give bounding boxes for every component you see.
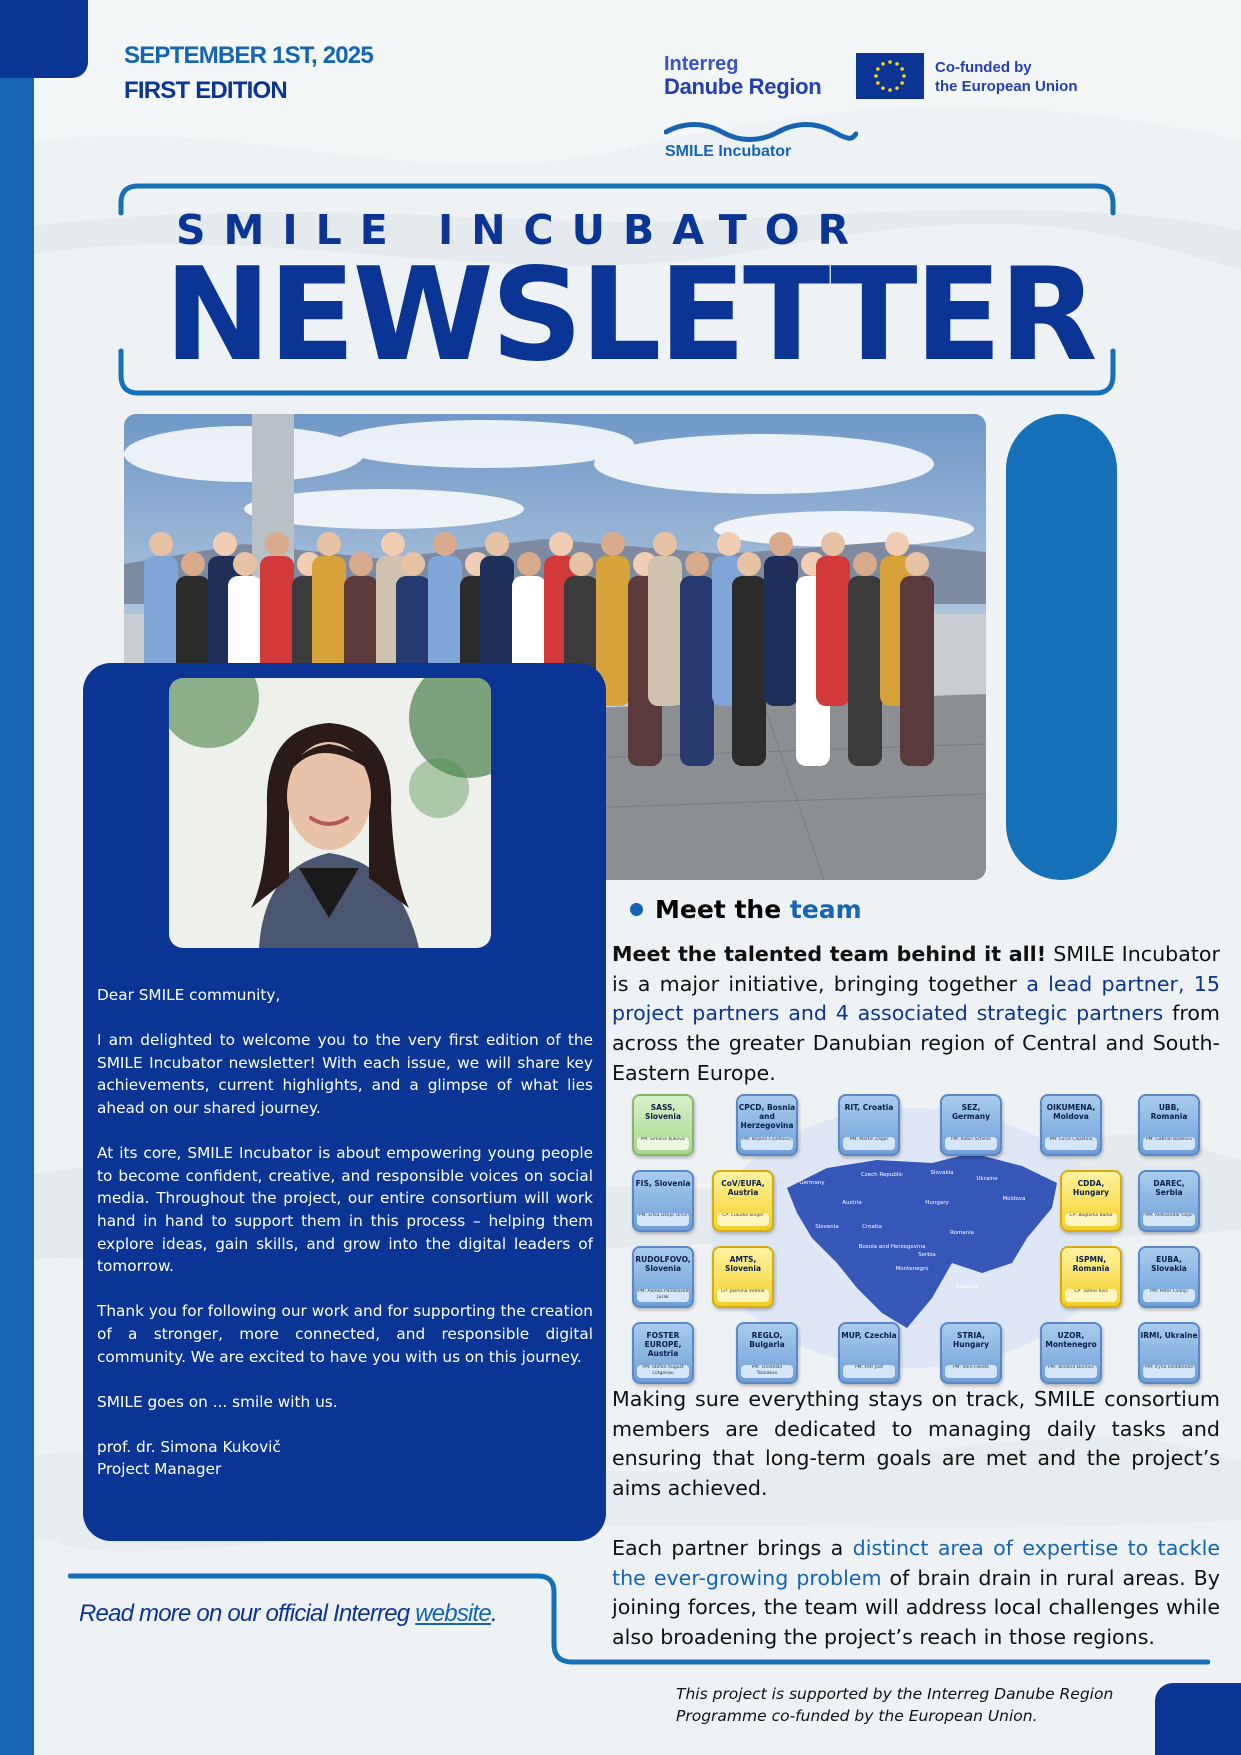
partner-contact: PM: Gabriel Badescu: [1143, 1137, 1195, 1150]
person-figure: [680, 576, 714, 766]
person-head: [905, 552, 929, 576]
partner-map-graphic: [612, 1088, 1206, 1384]
partner-card: [838, 1094, 900, 1156]
map-country-label: Czech Republic: [861, 1172, 903, 1178]
funding-note: [676, 1683, 1146, 1727]
letter-greeting: Dear SMILE community,: [97, 986, 281, 1004]
partner-name: UBB, Romania: [1150, 1103, 1188, 1121]
meet-p3-part-a: Each partner brings a: [612, 1536, 853, 1560]
meet-team-paragraph-2: Making sure everything stays on track, SMILE consortium members are dedicated to managing daily tasks and ensuring that long-term goals are met and the project’s aims achieved.: [612, 1387, 1220, 1501]
partner-contact: PM: Robin Schenk: [945, 1137, 997, 1150]
map-country-label: Romania: [949, 1230, 975, 1236]
partner-contact: PM: Stefan August Lütgenau: [637, 1365, 689, 1378]
partner-card: [1060, 1246, 1122, 1308]
meet-heading-plain: Meet the: [655, 895, 782, 924]
map-country-label: Slovakia: [930, 1170, 954, 1176]
signature-role: Project Manager: [97, 1460, 222, 1479]
partner-name: OIKUMENA, Moldova: [1046, 1103, 1096, 1121]
partner-name: FOSTER EUROPE, Austria: [644, 1331, 682, 1358]
person-head: [769, 532, 793, 556]
partner-name: AMTS, Slovenia: [724, 1255, 762, 1273]
interreg-logo-line1: Interreg: [664, 53, 739, 75]
map-country-label: Montenegro: [895, 1266, 929, 1272]
meet-p3-highlight: distinct area of expertise to tackle the ever-growing problem: [612, 1536, 1220, 1590]
partner-card: [736, 1322, 798, 1384]
person-head: [381, 532, 405, 556]
person-head: [517, 552, 541, 576]
issue-edition: FIRST EDITION: [124, 77, 287, 104]
funding-note-line2: Programme co-funded by the European Union.: [676, 1707, 1038, 1725]
person-head: [737, 552, 761, 576]
read-more-suffix: .: [490, 1600, 497, 1627]
partner-card: [632, 1322, 694, 1384]
letter-paragraph-1: I am delighted to welcome you to the very first edition of the SMILE Incubator newsletter! With each issue, we will share key achievements, current highlights, and a glimpse of what lies ahead on our shared journey.: [97, 1031, 593, 1117]
person-head: [821, 532, 845, 556]
partner-name: DAREC, Serbia: [1153, 1179, 1185, 1197]
eu-star-icon: [881, 86, 885, 90]
meet-heading-accent: team: [789, 895, 862, 924]
eu-star-icon: [902, 74, 906, 78]
partner-name: MUP, Czechia: [841, 1331, 897, 1340]
partner-contact: PM: Tsvetelan Tsonakov: [741, 1365, 793, 1378]
map-country-label: Bosnia and Herzegovina: [858, 1244, 926, 1250]
danube-region-map: [612, 1088, 1206, 1384]
partner-card: [712, 1170, 774, 1232]
person-figure: [848, 576, 882, 766]
map-country-label: Moldova: [1002, 1196, 1026, 1202]
person-figure: [900, 576, 934, 766]
eu-text-line1: Co-funded by: [935, 59, 1032, 76]
partner-name: UZOR, Montenegro: [1045, 1331, 1097, 1349]
eu-star-icon: [876, 67, 880, 71]
title-kicker: SMILE INCUBATOR: [176, 206, 868, 254]
partner-card: [940, 1322, 1002, 1384]
person-figure: [648, 556, 682, 706]
map-country-label: Bulgaria: [955, 1284, 979, 1290]
partner-name: IRMI, Ukraine: [1140, 1331, 1198, 1340]
eu-star-icon: [900, 67, 904, 71]
smile-logo-text: SMILE Incubator: [665, 143, 792, 160]
eu-star-icon: [895, 62, 899, 66]
issue-date: SEPTEMBER 1ST, 2025: [124, 42, 373, 69]
eu-star-icon: [881, 62, 885, 66]
decorative-blue-pill: [1006, 414, 1117, 880]
eu-star-icon: [876, 81, 880, 85]
map-country-label: Slovenia: [815, 1224, 839, 1230]
partner-contact: CP: Jasmina Vidmar: [717, 1289, 769, 1302]
partner-name: EUBA, Slovakia: [1151, 1255, 1187, 1273]
interreg-logo-line2: Danube Region: [664, 74, 822, 99]
interreg-logo: [664, 54, 821, 100]
partner-contact: CP: Tamas Kiss: [1065, 1289, 1117, 1302]
partner-name: FIS, Slovenia: [635, 1179, 691, 1188]
partner-contact: PM: Bojana Cvjetković: [741, 1137, 793, 1150]
partner-card: [1138, 1322, 1200, 1384]
person-head: [181, 552, 205, 576]
partner-name: SEZ, Germany: [951, 1103, 991, 1121]
funding-note-line1: This project is supported by the Interreg Danube Region: [676, 1685, 1114, 1703]
person-head: [685, 552, 709, 576]
eu-cofunded-text: [935, 58, 1078, 96]
partner-card: [736, 1094, 798, 1156]
eu-star-icon: [888, 60, 892, 64]
partner-card: [1138, 1246, 1200, 1308]
partner-contact: PM: Imre Fekete: [945, 1365, 997, 1378]
person-head: [213, 532, 237, 556]
eu-flag-icon: [856, 53, 924, 99]
partner-card: [940, 1094, 1002, 1156]
eu-star-icon: [874, 74, 878, 78]
partner-card: [632, 1170, 694, 1232]
website-link[interactable]: website: [415, 1600, 491, 1627]
meet-p1-part-b: from across the greater Danubian region of Central and South-Eastern Europe.: [612, 1001, 1220, 1085]
partner-card: [1138, 1170, 1200, 1232]
person-head: [265, 532, 289, 556]
partner-contact: PM: Aleksandar Gajić: [1143, 1213, 1195, 1226]
person-head: [601, 532, 625, 556]
person-head: [885, 532, 909, 556]
partner-card: [1040, 1322, 1102, 1384]
partner-card: [1138, 1094, 1200, 1156]
map-country-label: Serbia: [918, 1252, 936, 1258]
person-head: [349, 552, 373, 576]
partner-card: [1040, 1094, 1102, 1156]
eu-star-icon: [888, 88, 892, 92]
partner-card: [632, 1094, 694, 1156]
project-manager-portrait: [169, 678, 491, 948]
person-head: [853, 552, 877, 576]
eu-text-line2: the European Union: [935, 78, 1078, 95]
meet-p3-part-b: of brain drain in rural areas. By joining forces, the team will address local challenges while also broadening the project’s reach in those regions.: [612, 1565, 1220, 1650]
partner-name: STRIA, Hungary: [953, 1331, 989, 1349]
meet-p1-part-a: SMILE Incubator is a major initiative, bringing together: [612, 942, 1220, 996]
map-country-label: Hungary: [925, 1200, 949, 1206]
partner-card: [712, 1246, 774, 1308]
meet-lead-bold: Meet the talented team behind it all!: [612, 942, 1047, 966]
partner-contact: CP: Claudia Singer: [717, 1213, 769, 1226]
partner-contact: CP: Boglarka Barko: [1065, 1213, 1117, 1226]
meet-team-paragraph-1: [612, 940, 1220, 1089]
person-figure: [816, 556, 850, 706]
read-more-text: Read more on our official Interreg: [79, 1600, 416, 1627]
meet-team-heading: [630, 895, 862, 924]
person-head: [401, 552, 425, 576]
letter-paragraph-2: At its core, SMILE Incubator is about empowering young people to become confident, creative, and responsible voices on social media. Throughout the project, our entire consortium will work hand in hand to support them in this process – helping them explore ideas, gain skills, and grow into the digital leaders of tomorrow.: [97, 1144, 593, 1276]
partner-card: [632, 1246, 694, 1308]
person-head: [485, 532, 509, 556]
letter-closing: SMILE goes on ... smile with us.: [97, 1392, 338, 1411]
partner-name: CoV/EUFA, Austria: [721, 1179, 765, 1197]
partner-card: [838, 1322, 900, 1384]
editor-letter-text: [97, 984, 593, 1481]
meet-p1-highlight: a lead partner, 15 project partners and 4 associated strategic partners: [612, 971, 1220, 1026]
map-country-label: Germany: [799, 1180, 825, 1186]
signature-name: prof. dr. Simona Kukovič: [97, 1437, 281, 1456]
partner-contact: PM: Iryna Soldatenko: [1143, 1365, 1195, 1378]
person-head: [317, 532, 341, 556]
eu-star-icon: [900, 81, 904, 85]
person-head: [717, 532, 741, 556]
partner-name: CDDA, Hungary: [1073, 1179, 1109, 1197]
person-figure: [764, 556, 798, 706]
left-accent-bar: [0, 0, 34, 1755]
person-figure: [732, 576, 766, 766]
partner-name: RIT, Croatia: [844, 1103, 894, 1112]
smile-wave-icon: [664, 120, 858, 142]
map-country-label: Ukraine: [976, 1176, 998, 1182]
person-head: [653, 532, 677, 556]
partner-name: REGLO, Bulgaria: [749, 1331, 785, 1349]
partner-contact: PM: Alenka Pandiloska Jurak: [637, 1289, 689, 1300]
map-country-label: Austria: [842, 1200, 862, 1206]
title-headline: NEWSLETTER: [164, 241, 1095, 390]
person-head: [149, 532, 173, 556]
partner-name: ISPMN, Romania: [1072, 1255, 1110, 1273]
person-head: [433, 532, 457, 556]
partner-card: [1060, 1170, 1122, 1232]
person-head: [233, 552, 257, 576]
partner-name: RUDOLFOVO, Slovenia: [635, 1255, 691, 1273]
bullet-dot: [630, 903, 643, 916]
partner-contact: PM: Martin Žagar: [843, 1137, 895, 1150]
read-more-line: [79, 1600, 497, 1628]
partner-contact: PM: Petr Just: [843, 1365, 895, 1378]
partner-contact: PM: Erika Džajić Uršič: [637, 1213, 689, 1226]
person-head: [549, 532, 573, 556]
partner-contact: PM: Lucia Capatina: [1045, 1137, 1097, 1150]
letter-paragraph-3: Thank you for following our work and for supporting the creation of a stronger, more connected, and responsible digital community. We are excited to have you with us on this journey.: [97, 1302, 593, 1366]
corner-block-bottom-right: [1155, 1683, 1241, 1755]
partner-name: CPCD, Bosnia and Herzegovina: [738, 1103, 796, 1130]
map-country-label: Croatia: [862, 1224, 882, 1230]
partner-contact: PM: Teodora Đurović: [1045, 1365, 1097, 1378]
partner-contact: PM: Simona Kukovič: [637, 1137, 689, 1150]
person-head: [569, 552, 593, 576]
eu-star-icon: [895, 86, 899, 90]
partner-contact: PM: Peter Csanyi: [1143, 1289, 1195, 1302]
corner-block-top-left: [0, 0, 88, 78]
partner-name: SASS, Slovenia: [644, 1103, 682, 1121]
